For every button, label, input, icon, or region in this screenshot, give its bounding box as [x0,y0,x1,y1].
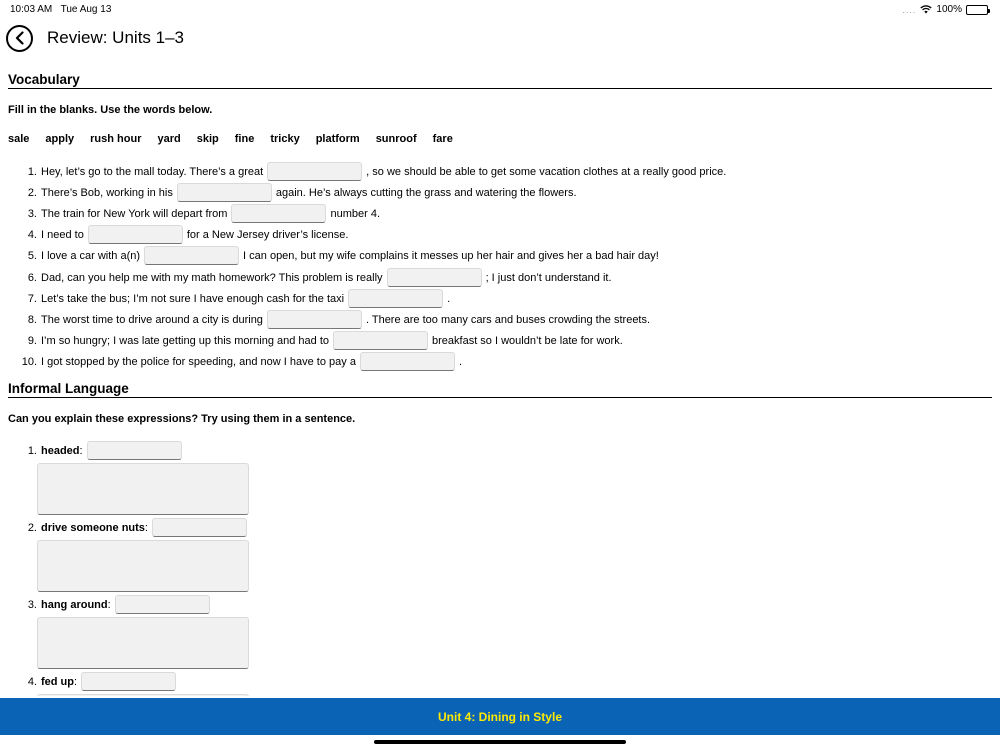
item-text-after: ; I just don’t understand it. [485,271,612,284]
word-bank-item: skip [196,133,219,145]
item-text-after: . [447,292,451,305]
expression-term: headed [41,444,80,457]
word-bank-item: sale [8,133,30,145]
informal-item-3 [18,595,214,614]
term-colon: : [74,675,78,688]
status-time [10,4,111,15]
item-text-before: I’m so hungry; I was late getting up this morning and had to [41,334,329,347]
word-bank-item: sunroof [375,133,417,145]
informal-item-2 [18,518,251,537]
blank-input[interactable] [267,310,362,329]
word-bank-item: tricky [270,133,300,145]
item-number: 3. [27,207,37,220]
item-number: 4. [27,675,37,688]
term-colon: : [79,444,83,457]
item-text-after: I can open, but my wife complains it messes up her hair and gives her a bad hair day! [243,249,659,262]
item-number: 7. [27,292,37,305]
vocab-item-1 [18,162,726,181]
item-number: 4. [27,228,37,241]
status-right [902,4,988,15]
sentence-textarea[interactable] [37,694,249,696]
vocabulary-instruction: Fill in the blanks. Use the words below. [8,104,213,116]
blank-input[interactable] [360,352,455,371]
content-scroll[interactable] [0,66,1000,696]
item-text-after: breakfast so I wouldn’t be late for work. [432,334,623,347]
vocabulary-heading: Vocabulary [8,72,992,89]
item-text-after: again. He’s always cutting the grass and watering the flowers. [275,186,577,199]
item-number: 9. [27,334,37,347]
vocab-item-6 [18,268,612,287]
status-bar [0,0,1000,18]
vocab-item-9 [18,331,623,350]
item-number: 8. [27,313,37,326]
expression-blank-input[interactable] [115,595,210,614]
sentence-textarea[interactable] [37,617,249,669]
sentence-textarea[interactable] [37,540,249,592]
item-number: 2. [27,186,37,199]
vocab-item-5 [18,246,659,265]
word-bank-item: fare [432,133,453,145]
blank-input[interactable] [144,246,239,265]
item-number: 1. [27,444,37,457]
item-number: 1. [27,165,37,178]
page-title: Review: Units 1–3 [47,28,185,47]
item-text-before: There’s Bob, working in his [41,186,173,199]
blank-input[interactable] [333,331,428,350]
expression-blank-input[interactable] [152,518,247,537]
item-text-before: Dad, can you help me with my math homework? This problem is really [41,271,383,284]
word-bank-item: platform [315,133,360,145]
home-indicator[interactable] [374,740,626,744]
battery-percent: 100% [936,4,962,15]
blank-input[interactable] [231,204,326,223]
item-text-before: I love a car with a(n) [41,249,141,262]
time-text: 10:03 AM [10,4,53,15]
item-text-before: I need to [41,228,84,241]
item-number: 10. [21,355,37,368]
next-unit-label: Unit 4: Dining in Style [437,709,562,724]
wifi-icon [920,5,932,14]
sentence-textarea[interactable] [37,463,249,515]
vocab-item-10 [18,352,462,371]
item-text-before: Let’s take the bus; I’m not sure I have enough cash for the taxi [41,292,345,305]
battery-icon [966,5,988,15]
vocab-item-2 [18,183,577,202]
word-bank-item: fine [234,133,255,145]
date-text: Tue Aug 13 [60,4,112,15]
blank-input[interactable] [387,268,482,287]
item-text-before: I got stopped by the police for speeding, and now I have to pay a [41,355,356,368]
chevron-left-icon [14,31,26,45]
informal-language-heading: Informal Language [8,381,992,398]
vocab-item-3 [18,204,380,223]
header [6,22,184,54]
informal-instruction: Can you explain these expressions? Try using them in a sentence. [8,413,356,425]
item-text-after: number 4. [330,207,380,220]
blank-input[interactable] [348,289,443,308]
item-text-after: , so we should be able to get some vacation clothes at a really good price. [366,165,727,178]
blank-input[interactable] [267,162,362,181]
expression-term: hang around [41,598,108,611]
item-text-after: . [458,355,463,368]
expression-term: drive someone nuts [41,521,145,534]
item-text-before: The worst time to drive around a city is during [41,313,263,326]
vocab-item-7 [18,289,450,308]
item-number: 2. [27,521,37,534]
term-colon: : [144,521,148,534]
term-colon: : [107,598,111,611]
expression-blank-input[interactable] [87,441,182,460]
word-bank-item: apply [45,133,75,145]
vocab-item-8 [18,310,650,329]
informal-item-4 [18,672,180,691]
expression-blank-input[interactable] [81,672,176,691]
item-text-before: Hey, let’s go to the mall today. There’s a great [41,165,264,178]
item-number: 6. [27,271,37,284]
item-text-before: The train for New York will depart from [41,207,228,220]
item-text-after: for a New Jersey driver’s license. [186,228,349,241]
word-bank-item: yard [157,133,181,145]
expression-term: fed up [41,675,74,688]
back-button[interactable] [6,25,33,52]
blank-input[interactable] [88,225,183,244]
item-text-after: . There are too many cars and buses crowding the streets. [365,313,651,326]
item-number: 5. [27,249,37,262]
word-bank-item: rush hour [90,133,142,145]
vocab-item-4 [18,225,348,244]
word-bank [8,133,469,145]
blank-input[interactable] [177,183,272,202]
signal-dots: .... [902,4,917,15]
item-number: 3. [27,598,37,611]
informal-item-1 [18,441,186,460]
next-unit-button[interactable] [0,698,1000,735]
